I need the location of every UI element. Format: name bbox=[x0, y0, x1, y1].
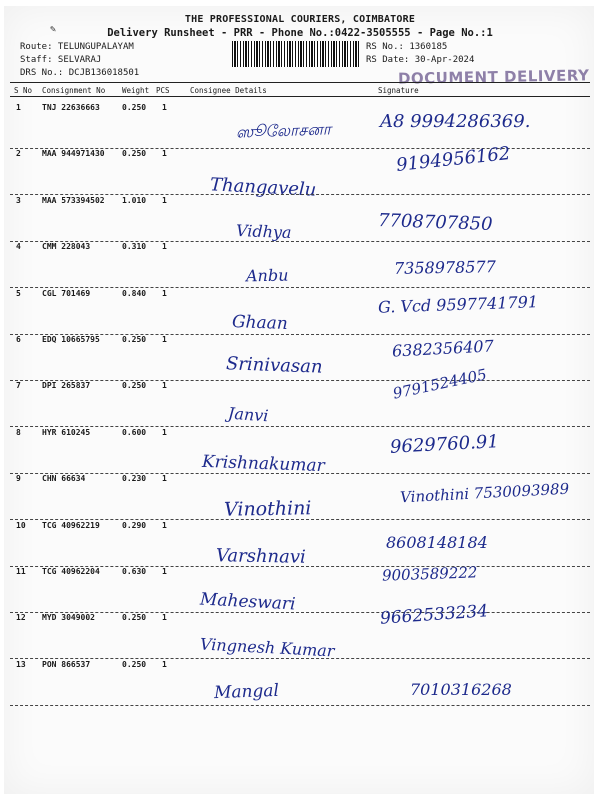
row-serial-number: 10 bbox=[16, 520, 26, 530]
row-weight: 0.840 bbox=[122, 288, 147, 298]
row-signature: 9791524405 bbox=[391, 365, 489, 404]
row-weight: 0.630 bbox=[122, 567, 147, 576]
row-signature: 8608148184 bbox=[386, 532, 488, 552]
table-row bbox=[0, 428, 600, 474]
company-title: THE PROFESSIONAL COURIERS, COIMBATORE bbox=[184, 14, 416, 25]
row-consignment-number: MAA 944971430 bbox=[42, 149, 105, 159]
route-label: Route: TELUNGUPALAYAM bbox=[20, 42, 134, 52]
header-top-rule bbox=[10, 82, 590, 83]
row-consignment-number: MAA 573394502 bbox=[42, 195, 105, 205]
row-consignee-name: ஸூலோசனா bbox=[235, 119, 332, 142]
row-pieces: 1 bbox=[162, 659, 167, 669]
row-serial-number: 1 bbox=[16, 103, 21, 112]
row-consignment-number: CHN 66634 bbox=[42, 474, 86, 484]
table-row bbox=[0, 335, 600, 381]
barcode-icon bbox=[232, 41, 360, 67]
row-weight: 0.250 bbox=[122, 613, 147, 623]
row-consignment-number: CGL 701469 bbox=[42, 288, 91, 298]
row-consignee-name: Ghaan bbox=[231, 311, 289, 334]
row-consignee-name: Vidhya bbox=[235, 220, 292, 242]
row-serial-number: 3 bbox=[16, 195, 21, 205]
row-pieces: 1 bbox=[162, 149, 167, 159]
row-weight: 0.250 bbox=[122, 659, 147, 669]
table-row bbox=[0, 242, 600, 288]
row-signature: 7358978577 bbox=[393, 257, 496, 279]
pen-mark-icon: ✎ bbox=[50, 24, 57, 35]
row-serial-number: 13 bbox=[16, 659, 26, 669]
row-serial-number: 12 bbox=[16, 613, 26, 623]
row-serial-number: 9 bbox=[16, 474, 21, 484]
row-consignment-number: PON 866537 bbox=[42, 659, 91, 669]
row-pieces: 1 bbox=[162, 474, 167, 484]
table-row bbox=[0, 563, 600, 615]
row-pieces: 1 bbox=[162, 427, 167, 437]
row-consignment-number: CMM 228043 bbox=[42, 242, 91, 252]
row-signature: Vinothini 7530093989 bbox=[399, 479, 570, 507]
table-row bbox=[0, 289, 600, 335]
row-consignee-name: Thangavelu bbox=[209, 174, 317, 202]
table-row bbox=[0, 521, 600, 567]
row-consignment-number: HYR 610245 bbox=[42, 427, 91, 437]
rs-date: RS Date: 30-Apr-2024 bbox=[366, 55, 475, 65]
table-row bbox=[0, 196, 600, 242]
row-consignment-number: MYD 3049002 bbox=[42, 613, 95, 623]
col-consignment: Consignment No bbox=[42, 86, 106, 95]
row-pieces: 1 bbox=[162, 288, 167, 298]
row-serial-number: 8 bbox=[16, 427, 21, 437]
row-signature: 9194956162 bbox=[395, 143, 512, 177]
row-consignment-number: TCG 40962219 bbox=[42, 520, 100, 530]
row-signature: 9629760.91 bbox=[389, 430, 500, 458]
row-weight: 0.250 bbox=[122, 103, 147, 112]
row-signature: 9662533234 bbox=[379, 601, 489, 630]
table-row bbox=[0, 103, 600, 149]
row-serial-number: 2 bbox=[16, 149, 21, 159]
table-row bbox=[0, 660, 600, 706]
row-consignee-name: Srinivasan bbox=[225, 353, 323, 378]
row-pieces: 1 bbox=[162, 335, 167, 344]
col-consignee: Consignee Details bbox=[190, 86, 267, 95]
row-weight: 0.250 bbox=[122, 149, 147, 159]
row-serial-number: 5 bbox=[16, 288, 21, 298]
row-divider bbox=[10, 705, 590, 706]
row-pieces: 1 bbox=[162, 613, 167, 623]
row-consignment-number: TCG 40962204 bbox=[42, 567, 100, 576]
row-pieces: 1 bbox=[162, 520, 167, 530]
table-row bbox=[0, 474, 600, 520]
row-weight: 0.310 bbox=[122, 242, 147, 252]
row-weight: 0.230 bbox=[122, 474, 147, 484]
row-consignee-name: Mangal bbox=[213, 680, 280, 703]
row-signature: 7708707850 bbox=[377, 209, 493, 235]
row-pieces: 1 bbox=[162, 381, 167, 391]
row-consignee-name: Krishnakumar bbox=[201, 451, 325, 476]
row-pieces: 1 bbox=[162, 242, 167, 252]
document-delivery-stamp: DOCUMENT DELIVERY bbox=[397, 66, 590, 88]
runsheet-subtitle: Delivery Runsheet - PRR - Phone No.:0422-3505555 - Page No.:1 bbox=[107, 27, 493, 39]
row-weight: 0.290 bbox=[122, 520, 147, 530]
row-consignment-number: DPI 265837 bbox=[42, 381, 91, 391]
row-weight: 0.250 bbox=[122, 381, 147, 391]
row-signature: 7010316268 bbox=[410, 679, 512, 699]
row-signature: G. Vcd 9597741791 bbox=[377, 291, 539, 317]
row-consignee-name: Maheswari bbox=[199, 589, 296, 615]
row-weight: 1.010 bbox=[122, 195, 147, 205]
row-consignee-name: Varshnavi bbox=[215, 544, 306, 568]
col-pcs: PCS bbox=[156, 86, 170, 95]
row-serial-number: 7 bbox=[16, 381, 21, 391]
row-consignee-name: Janvi bbox=[227, 404, 270, 426]
col-sno: S No bbox=[14, 86, 33, 95]
header-bottom-rule bbox=[10, 96, 590, 97]
row-signature: A8 9994286369. bbox=[380, 111, 531, 132]
row-consignee-name: Vinothini bbox=[223, 497, 312, 521]
row-serial-number: 11 bbox=[16, 567, 26, 576]
row-pieces: 1 bbox=[162, 195, 167, 205]
drs-number: DRS No.: DCJB136018501 bbox=[20, 68, 140, 78]
row-signature: 6382356407 bbox=[391, 336, 495, 361]
rs-number: RS No.: 1360185 bbox=[366, 42, 448, 52]
row-serial-number: 6 bbox=[16, 335, 21, 344]
staff-label: Staff: SELVARAJ bbox=[20, 55, 102, 65]
col-signature: Signature bbox=[378, 86, 419, 95]
row-pieces: 1 bbox=[162, 103, 167, 112]
row-consignment-number: EDQ 10665795 bbox=[42, 335, 100, 344]
row-consignee-name: Anbu bbox=[245, 265, 289, 286]
row-pieces: 1 bbox=[162, 567, 167, 576]
col-weight: Weight bbox=[122, 86, 150, 95]
row-consignment-number: TNJ 22636663 bbox=[42, 103, 100, 112]
row-weight: 0.600 bbox=[122, 427, 147, 437]
row-weight: 0.250 bbox=[122, 335, 147, 344]
row-serial-number: 4 bbox=[16, 242, 21, 252]
row-consignee-name: Vingnesh Kumar bbox=[199, 634, 335, 661]
row-signature: 9003589222 bbox=[381, 563, 478, 585]
